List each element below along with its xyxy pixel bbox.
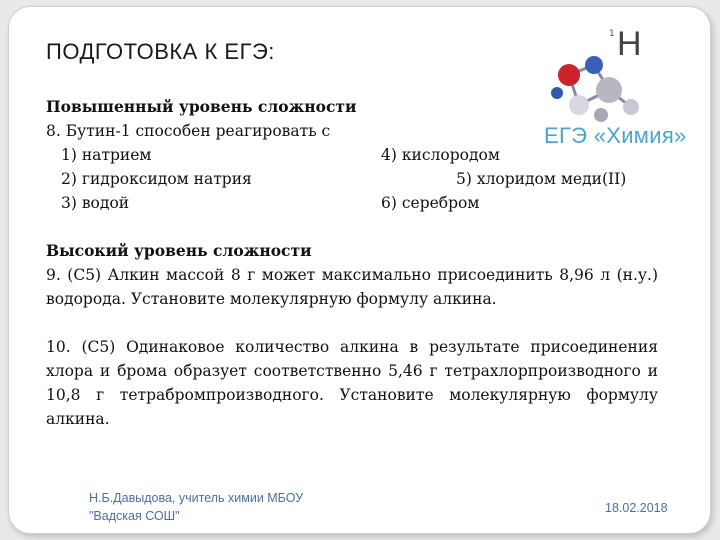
slide — [8, 6, 711, 534]
section2-heading: Высокий уровень сложности — [46, 241, 312, 260]
task-9: 9. (С5) Алкин массой 8 г может максимально присоединить 8,96 л (н.у.) водорода. Установите молекулярную формулу алкина. — [46, 266, 658, 308]
ege-chemistry-logo — [539, 25, 699, 155]
footer-date: 18.02.2018 — [605, 501, 668, 515]
option-2: 2) гидроксидом натрия — [61, 170, 252, 188]
option-6: 6) серебром — [381, 194, 480, 212]
option-3: 3) водой — [61, 194, 130, 212]
option-5: 5) хлоридом меди(II) — [456, 170, 627, 188]
footer-author — [89, 489, 303, 525]
question-8: 8. Бутин-1 способен реагировать с — [46, 122, 331, 140]
author-line-1: Н.Б.Давыдова, учитель химии МБОУ — [89, 491, 304, 505]
task-10: 10. (С5) Одинаковое количество алкина в результате присоединения хлора и брома образует соответственно 5,46 г тетрахлорпроизводного и 10,8 г тетрабромпроизводного. Установите молекулярную формулу алкина. — [46, 338, 658, 428]
element-number: 1 — [609, 29, 615, 39]
section1-heading: Повышенный уровень сложности — [46, 97, 357, 116]
option-4: 4) кислородом — [381, 146, 500, 164]
logo-caption: ЕГЭ «Химия» — [544, 123, 687, 148]
author-line-2: "Вадская СОШ" — [89, 509, 180, 523]
option-1: 1) натрием — [61, 146, 152, 164]
slide-title: ПОДГОТОВКА К ЕГЭ: — [46, 39, 275, 64]
element-symbol: H — [617, 25, 642, 63]
